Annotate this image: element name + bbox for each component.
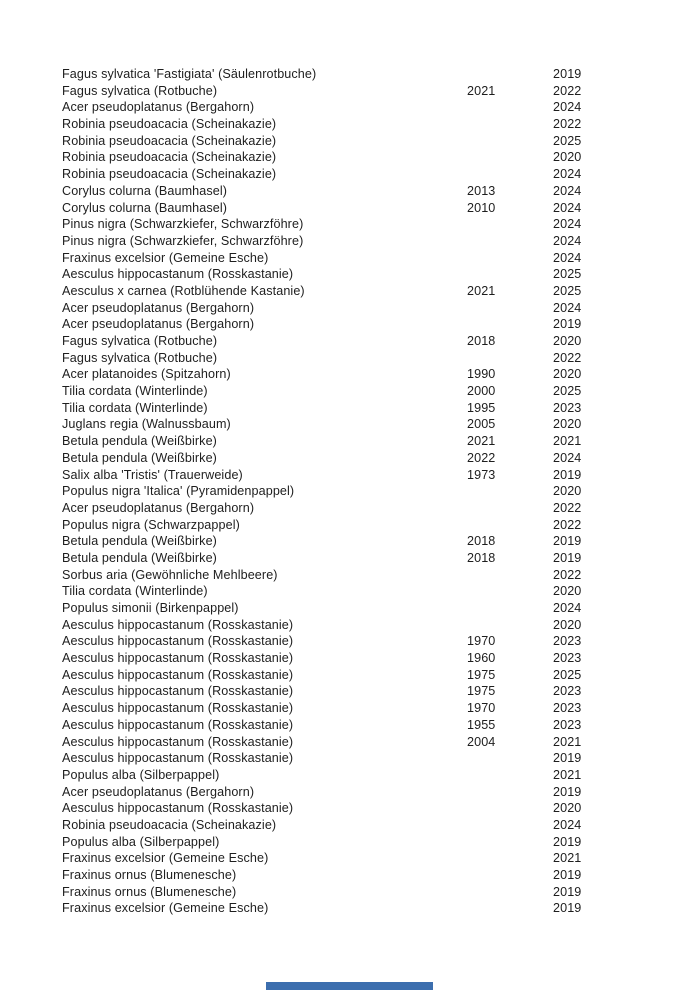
- record-year: 2021: [553, 851, 582, 866]
- planting-year: 1975: [467, 667, 496, 682]
- planting-year: [467, 99, 553, 116]
- record-year: 2022: [553, 117, 582, 132]
- planting-year: 1955: [467, 717, 496, 732]
- list-item: [62, 617, 662, 634]
- record-year: 2024: [553, 601, 582, 615]
- record-year: 2021: [553, 767, 582, 782]
- planting-year: 1995: [467, 400, 496, 415]
- list-item: [62, 283, 662, 300]
- record-year: 2022: [553, 350, 582, 365]
- species-name: Juglans regia (Walnussbaum): [62, 417, 231, 432]
- planting-year: [467, 266, 553, 283]
- species-name: Aesculus hippocastanum (Rosskastanie): [62, 634, 294, 649]
- record-year: 2020: [553, 417, 582, 432]
- planting-year: 2018: [467, 534, 496, 549]
- record-year: 2024: [553, 300, 582, 315]
- list-item: [62, 250, 662, 267]
- record-year: 2020: [553, 484, 582, 499]
- planting-year: [467, 517, 553, 534]
- planting-year: [467, 300, 553, 317]
- species-name: Aesculus hippocastanum (Rosskastanie): [62, 717, 294, 732]
- record-year: 2022: [553, 83, 582, 98]
- record-year: 2019: [553, 67, 582, 81]
- record-year: 2023: [553, 717, 582, 732]
- species-name: Pinus nigra (Schwarzkiefer, Schwarzföhre): [62, 233, 304, 248]
- planting-year: [467, 784, 553, 801]
- planting-year: [467, 316, 553, 333]
- species-name: Populus nigra (Schwarzpappel): [62, 517, 240, 532]
- planting-year: 1960: [467, 651, 496, 666]
- list-item: [62, 366, 662, 383]
- planting-year: [467, 834, 553, 851]
- record-year: 2024: [553, 817, 582, 832]
- list-item: [62, 300, 662, 317]
- list-item: [62, 183, 662, 200]
- list-item: [62, 350, 662, 367]
- species-name: Acer platanoides (Spitzahorn): [62, 367, 231, 382]
- list-item: [62, 483, 662, 500]
- species-name: Aesculus x carnea (Rotblühende Kastanie): [62, 283, 305, 298]
- tree-species-list: [62, 66, 662, 917]
- list-item: [62, 900, 662, 917]
- species-name: Tilia cordata (Winterlinde): [62, 584, 208, 599]
- planting-year: [467, 149, 553, 166]
- list-item: [62, 266, 662, 283]
- record-year: 2022: [553, 567, 582, 582]
- species-name: Aesculus hippocastanum (Rosskastanie): [62, 267, 294, 282]
- list-item: [62, 233, 662, 250]
- list-item: [62, 416, 662, 433]
- species-name: Robinia pseudoacacia (Scheinakazie): [62, 167, 277, 182]
- species-name: Populus simonii (Birkenpappel): [62, 601, 239, 615]
- record-year: 2019: [553, 784, 582, 799]
- list-item: [62, 149, 662, 166]
- planting-year: 1990: [467, 367, 496, 382]
- record-year: 2025: [553, 384, 582, 399]
- list-item: [62, 667, 662, 684]
- list-item: [62, 83, 662, 100]
- record-year: 2024: [553, 183, 582, 198]
- planting-year: 1975: [467, 684, 496, 699]
- record-year: 2019: [553, 317, 582, 332]
- planting-year: [467, 884, 553, 901]
- list-item: [62, 633, 662, 650]
- species-name: Fagus sylvatica 'Fastigiata' (Säulenrotbuche): [62, 67, 317, 81]
- list-item: [62, 750, 662, 767]
- list-item: [62, 767, 662, 784]
- list-item: [62, 133, 662, 150]
- planting-year: [467, 900, 553, 917]
- record-year: 2019: [553, 868, 582, 882]
- record-year: 2022: [553, 517, 582, 532]
- planting-year: 1973: [467, 467, 496, 482]
- planting-year: [467, 483, 553, 500]
- species-name: Aesculus hippocastanum (Rosskastanie): [62, 651, 294, 666]
- record-year: 2023: [553, 651, 582, 666]
- species-name: Robinia pseudoacacia (Scheinakazie): [62, 133, 277, 148]
- species-name: Acer pseudoplatanus (Bergahorn): [62, 500, 255, 515]
- species-name: Fagus sylvatica (Rotbuche): [62, 350, 218, 365]
- planting-year: 1970: [467, 634, 496, 649]
- planting-year: [467, 216, 553, 233]
- list-item: [62, 717, 662, 734]
- species-name: Populus alba (Silberpappel): [62, 767, 220, 782]
- list-item: [62, 99, 662, 116]
- species-name: Acer pseudoplatanus (Bergahorn): [62, 784, 255, 799]
- record-year: 2025: [553, 267, 582, 282]
- list-item: [62, 500, 662, 517]
- record-year: 2024: [553, 233, 582, 248]
- species-name: Aesculus hippocastanum (Rosskastanie): [62, 617, 294, 632]
- list-item: [62, 200, 662, 217]
- species-name: Pinus nigra (Schwarzkiefer, Schwarzföhre): [62, 217, 304, 232]
- record-year: 2020: [553, 617, 582, 632]
- species-name: Robinia pseudoacacia (Scheinakazie): [62, 817, 277, 832]
- species-name: Betula pendula (Weißbirke): [62, 534, 217, 549]
- planting-year: 2021: [467, 434, 496, 449]
- list-item: [62, 884, 662, 901]
- list-item: [62, 650, 662, 667]
- record-year: 2024: [553, 450, 582, 465]
- planting-year: 2000: [467, 384, 496, 399]
- planting-year: 2010: [467, 200, 496, 215]
- list-item: [62, 850, 662, 867]
- list-item: [62, 400, 662, 417]
- record-year: 2021: [553, 734, 582, 749]
- planting-year: [467, 166, 553, 183]
- list-item: [62, 734, 662, 751]
- list-item: [62, 433, 662, 450]
- planting-year: [467, 750, 553, 767]
- planting-year: [467, 600, 553, 617]
- species-name: Betula pendula (Weißbirke): [62, 434, 217, 449]
- list-item: [62, 383, 662, 400]
- record-year: 2025: [553, 133, 582, 148]
- planting-year: 1970: [467, 701, 496, 716]
- list-item: [62, 533, 662, 550]
- record-year: 2020: [553, 367, 582, 382]
- list-item: [62, 166, 662, 183]
- list-item: [62, 600, 662, 617]
- record-year: 2019: [553, 534, 582, 549]
- planting-year: [467, 133, 553, 150]
- list-item: [62, 800, 662, 817]
- species-name: Aesculus hippocastanum (Rosskastanie): [62, 734, 294, 749]
- species-name: Robinia pseudoacacia (Scheinakazie): [62, 150, 277, 165]
- planting-year: [467, 66, 553, 83]
- planting-year: 2021: [467, 83, 496, 98]
- record-year: 2023: [553, 684, 582, 699]
- record-year: 2023: [553, 400, 582, 415]
- list-item: [62, 333, 662, 350]
- planting-year: [467, 250, 553, 267]
- species-name: Tilia cordata (Winterlinde): [62, 384, 208, 399]
- species-name: Aesculus hippocastanum (Rosskastanie): [62, 684, 294, 699]
- planting-year: [467, 116, 553, 133]
- record-year: 2021: [553, 434, 582, 449]
- record-year: 2024: [553, 217, 582, 232]
- species-name: Fraxinus ornus (Blumenesche): [62, 868, 237, 882]
- list-item: [62, 583, 662, 600]
- species-name: Acer pseudoplatanus (Bergahorn): [62, 300, 255, 315]
- planting-year: [467, 583, 553, 600]
- species-name: Populus alba (Silberpappel): [62, 834, 220, 849]
- list-item: [62, 550, 662, 567]
- species-name: Fraxinus excelsior (Gemeine Esche): [62, 851, 269, 866]
- record-year: 2025: [553, 667, 582, 682]
- record-year: 2024: [553, 100, 582, 115]
- species-name: Aesculus hippocastanum (Rosskastanie): [62, 751, 294, 766]
- species-name: Acer pseudoplatanus (Bergahorn): [62, 100, 255, 115]
- list-item: [62, 817, 662, 834]
- species-name: Aesculus hippocastanum (Rosskastanie): [62, 801, 294, 816]
- planting-year: 2004: [467, 734, 496, 749]
- list-item: [62, 683, 662, 700]
- record-year: 2024: [553, 167, 582, 182]
- species-name: Fraxinus excelsior (Gemeine Esche): [62, 250, 269, 265]
- planting-year: 2018: [467, 334, 496, 348]
- planting-year: [467, 617, 553, 634]
- species-name: Tilia cordata (Winterlinde): [62, 400, 208, 415]
- species-name: Sorbus aria (Gewöhnliche Mehlbeere): [62, 567, 278, 582]
- species-name: Aesculus hippocastanum (Rosskastanie): [62, 667, 294, 682]
- planting-year: [467, 500, 553, 517]
- record-year: 2022: [553, 500, 582, 515]
- bottom-accent-bar: [266, 982, 433, 990]
- planting-year: [467, 800, 553, 817]
- record-year: 2025: [553, 283, 582, 298]
- species-name: Salix alba 'Tristis' (Trauerweide): [62, 467, 243, 482]
- planting-year: [467, 567, 553, 584]
- list-item: [62, 517, 662, 534]
- record-year: 2019: [553, 467, 582, 482]
- list-item: [62, 450, 662, 467]
- list-item: [62, 700, 662, 717]
- list-item: [62, 784, 662, 801]
- species-name: Corylus colurna (Baumhasel): [62, 200, 228, 215]
- planting-year: 2021: [467, 283, 496, 298]
- species-name: Acer pseudoplatanus (Bergahorn): [62, 317, 255, 332]
- species-name: Robinia pseudoacacia (Scheinakazie): [62, 117, 277, 132]
- planting-year: [467, 817, 553, 834]
- species-name: Betula pendula (Weißbirke): [62, 550, 217, 565]
- list-item: [62, 116, 662, 133]
- species-name: Aesculus hippocastanum (Rosskastanie): [62, 701, 294, 716]
- record-year: 2020: [553, 584, 582, 599]
- record-year: 2019: [553, 550, 582, 565]
- species-name: Fraxinus ornus (Blumenesche): [62, 884, 237, 899]
- planting-year: [467, 233, 553, 250]
- list-item: [62, 66, 662, 83]
- species-name: Fraxinus excelsior (Gemeine Esche): [62, 901, 269, 916]
- species-name: Betula pendula (Weißbirke): [62, 450, 217, 465]
- list-item: [62, 316, 662, 333]
- record-year: 2019: [553, 834, 582, 849]
- planting-year: 2013: [467, 183, 496, 198]
- planting-year: 2005: [467, 417, 496, 432]
- list-item: [62, 567, 662, 584]
- species-name: Corylus colurna (Baumhasel): [62, 183, 228, 198]
- species-name: Populus nigra 'Italica' (Pyramidenpappel): [62, 484, 295, 499]
- list-item: [62, 867, 662, 884]
- list-item: [62, 216, 662, 233]
- species-name: Fagus sylvatica (Rotbuche): [62, 83, 218, 98]
- planting-year: [467, 767, 553, 784]
- planting-year: [467, 350, 553, 367]
- list-item: [62, 467, 662, 484]
- record-year: 2024: [553, 200, 582, 215]
- record-year: 2020: [553, 334, 582, 348]
- record-year: 2020: [553, 150, 582, 165]
- planting-year: 2018: [467, 550, 496, 565]
- planting-year: [467, 850, 553, 867]
- record-year: 2024: [553, 250, 582, 265]
- record-year: 2019: [553, 884, 582, 899]
- species-name: Fagus sylvatica (Rotbuche): [62, 334, 218, 348]
- record-year: 2019: [553, 901, 582, 916]
- record-year: 2019: [553, 751, 582, 766]
- list-item: [62, 834, 662, 851]
- planting-year: [467, 867, 553, 884]
- record-year: 2023: [553, 701, 582, 716]
- record-year: 2020: [553, 801, 582, 816]
- record-year: 2023: [553, 634, 582, 649]
- planting-year: 2022: [467, 450, 496, 465]
